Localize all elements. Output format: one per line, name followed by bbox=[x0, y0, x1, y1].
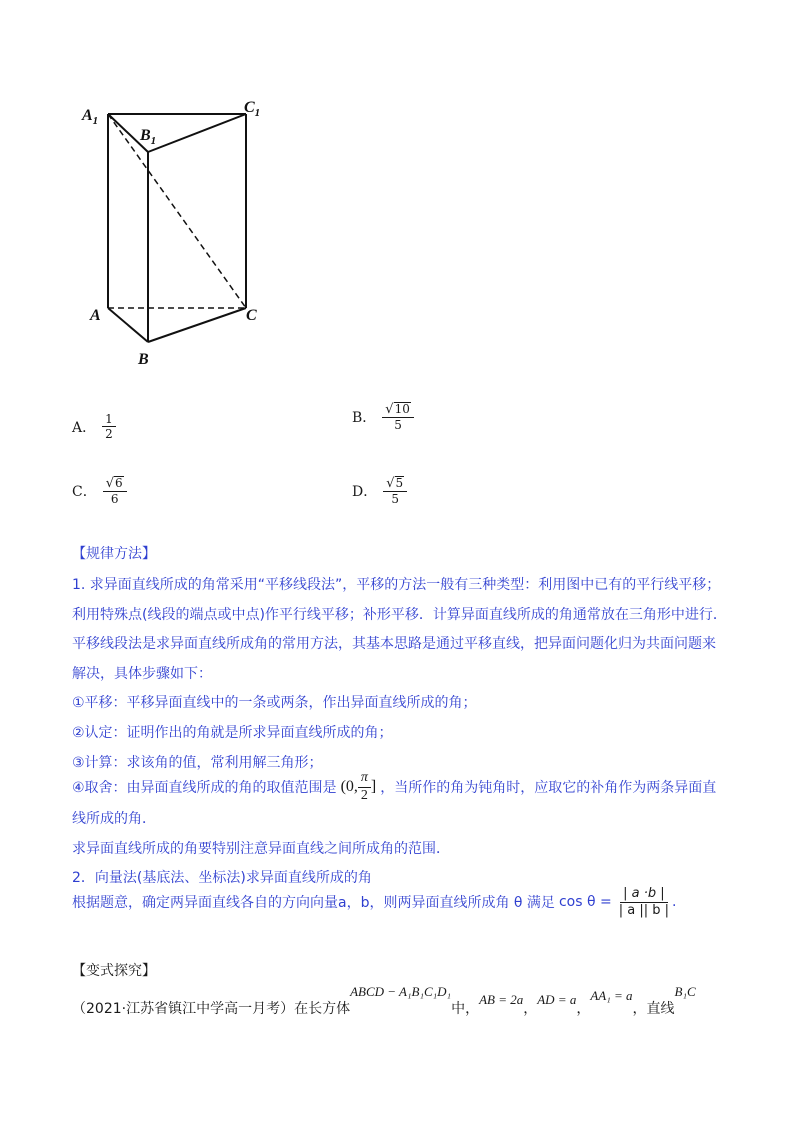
option-label: B． bbox=[352, 409, 377, 426]
vector-title: 2．向量法(基底法、坐标法)求异面直线所成的角 bbox=[72, 870, 372, 886]
method-line-2: 利用特殊点(线段的端点或中点)作平行线平移；补形平移．计算异面直线所成的角通常放在三角形中进行． bbox=[72, 607, 727, 623]
method-title: 【规律方法】 bbox=[72, 546, 156, 562]
method-step-2: ②认定：证明作出的角就是所求异面直线所成的角； bbox=[72, 725, 393, 741]
option-c[interactable] bbox=[72, 476, 127, 506]
prism-figure bbox=[70, 90, 300, 380]
method-note: 求异面直线所成的角要特别注意异面直线之间所成角的范围． bbox=[72, 841, 450, 857]
variant-title: 【变式探究】 bbox=[72, 963, 156, 979]
edge-a-b bbox=[108, 308, 148, 342]
range-expression: (0, $\frac{\pi}{2}$ ] bbox=[340, 770, 377, 803]
edge-b-c bbox=[148, 308, 246, 342]
label-a1: $A_1$ bbox=[82, 107, 99, 127]
option-label: A． bbox=[72, 419, 97, 436]
fraction: √ 6 6 bbox=[103, 476, 127, 506]
fraction: √ 5 5 bbox=[383, 476, 407, 506]
solid-name: ABCD − A₁B₁C₁D₁ bbox=[350, 984, 452, 999]
method-line-4: 解决，具体步骤如下： bbox=[72, 666, 212, 682]
fraction: √ 10 5 bbox=[382, 402, 414, 432]
label-b1: $B_1$ bbox=[140, 127, 157, 147]
option-d[interactable] bbox=[352, 476, 407, 506]
option-label: D． bbox=[352, 483, 378, 500]
option-label: C． bbox=[72, 483, 97, 500]
vector-text: 根据题意，确定两异面直线各自的方向向量a，b，则两异面直线所成角 θ 满足 cos θ = $\frac{| a \cdot b |}{| a || b |}$ . bbox=[72, 886, 677, 918]
method-step-4: ④取舍：由异面直线所成的角的取值范围是 (0, $\frac{\pi}{2}$ ] ，当所作的角为钝角时，应取它的补角作为两条异面直 bbox=[72, 770, 717, 803]
cos-fraction: $\frac{| a \cdot b |}{| a || b |}$ bbox=[618, 886, 669, 918]
edge-b1-c1 bbox=[148, 114, 246, 152]
variant-question: （2021·江苏省镇江中学高一月考）在长方体 ABCD − A₁B₁C₁D₁ 中， AB = 2a ， AD = a ， AA₁ = a ， 直线 B₁C bbox=[72, 984, 696, 1017]
diag-a1-c-dashed bbox=[108, 114, 246, 308]
option-a[interactable] bbox=[72, 412, 116, 442]
method-line-1: 1. 求异面直线所成的角常采用“平移线段法”，平移的方法一般有三种类型：利用图中已有的平行线平移； bbox=[72, 577, 721, 593]
method-step-1: ①平移：平移异面直线中的一条或两条，作出异面直线所成的角； bbox=[72, 695, 477, 711]
label-c1: $C_1$ bbox=[244, 99, 261, 119]
method-step-4-cont: 线所成的角． bbox=[72, 811, 156, 827]
option-b[interactable] bbox=[352, 402, 414, 432]
method-line-3: 平移线段法是求异面直线所成角的常用方法，其基本思路是通过平移直线，把异面问题化归为共面问题来 bbox=[72, 636, 716, 652]
method-step-3: ③计算：求该角的值，常利用解三角形； bbox=[72, 755, 323, 771]
label-c: C bbox=[246, 307, 257, 324]
label-a: A bbox=[90, 307, 101, 324]
fraction: $\frac{1}{2}$ bbox=[102, 412, 116, 442]
label-b: B bbox=[138, 351, 149, 368]
